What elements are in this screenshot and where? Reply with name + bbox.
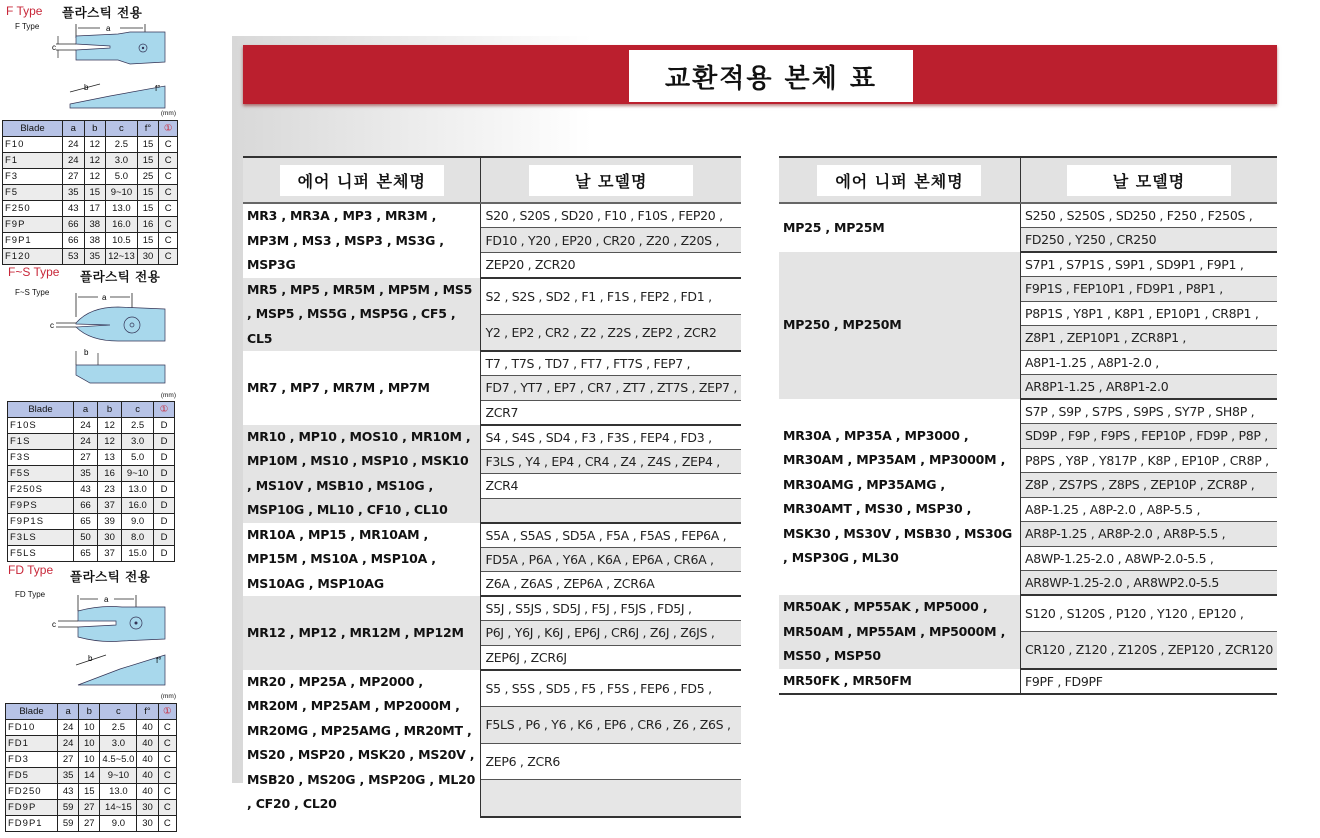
spec-row — [6, 784, 177, 800]
spec-value: 27 — [63, 169, 85, 185]
unit-label: (mm) — [160, 693, 176, 700]
blade-name: F9PS — [8, 498, 74, 514]
col-c: c — [106, 121, 138, 137]
blade-model-names: P8PS , Y8P , Y817P , K8P , EP10P , CR8P , — [1020, 448, 1277, 473]
spec-value: C — [159, 233, 178, 249]
spec-value: 30 — [137, 800, 158, 816]
col-c: c — [122, 402, 154, 418]
col-a: a — [74, 402, 98, 418]
header-body-name: 에어 니퍼 본체명 — [243, 157, 481, 203]
spec-value: 40 — [137, 784, 158, 800]
spec-row — [6, 720, 177, 736]
compat-row — [779, 669, 1277, 695]
spec-value: 15 — [137, 233, 159, 249]
blade-model-names: S5A , S5AS , SD5A , F5A , F5AS , FEP6A , — [481, 523, 741, 548]
spec-value: 12 — [98, 418, 122, 434]
type-title: F Type — [6, 4, 43, 18]
spec-value: 15 — [137, 201, 159, 217]
blade-name: FD250 — [6, 784, 58, 800]
diagram-label: FD Type — [15, 590, 46, 599]
spec-value: 24 — [58, 736, 79, 752]
body-model-names: MR20 , MP25A , MP2000 , MR20M , MP25AM , MP2000M , MR20MG , MP25AMG , MR20MT , MS20 , MSP20 , MSK20 , MS20V , MSB20 , MS20G , MSP20G , ML20 , CF20 , CL20 — [243, 670, 481, 817]
svg-text:a: a — [104, 595, 109, 604]
spec-section-f-type — [0, 4, 180, 266]
blade-model-names: S7P , S9P , S7PS , S9PS , SY7P , SH8P , — [1020, 399, 1277, 424]
col-b: b — [79, 704, 100, 720]
blade-name: FD3 — [6, 752, 58, 768]
spec-value: D — [154, 450, 175, 466]
col-b: b — [98, 402, 122, 418]
col-note: ① — [154, 402, 175, 418]
svg-text:f°: f° — [155, 84, 161, 93]
spec-value: 2.5 — [106, 137, 138, 153]
spec-row — [3, 137, 178, 153]
blade-name: F5LS — [8, 546, 74, 562]
spec-value: 8.0 — [122, 530, 154, 546]
spec-value: C — [159, 201, 178, 217]
spec-row — [8, 514, 175, 530]
spec-value: 14~15 — [100, 800, 137, 816]
spec-value: 10 — [79, 720, 100, 736]
col-f: f° — [137, 121, 159, 137]
spec-value: C — [158, 800, 176, 816]
blade-name: F10 — [3, 137, 63, 153]
spec-row — [8, 482, 175, 498]
diagram-label: F Type — [15, 22, 40, 31]
spec-value: 16 — [137, 217, 159, 233]
spec-value: 14 — [79, 768, 100, 784]
spec-value: 9~10 — [122, 466, 154, 482]
spec-value: 2.5 — [100, 720, 137, 736]
spec-value: 15 — [84, 185, 106, 201]
spec-value: C — [158, 736, 176, 752]
svg-text:f°: f° — [156, 656, 162, 665]
spec-table-fd — [5, 703, 177, 832]
spec-value: C — [159, 249, 178, 265]
spec-value: 27 — [58, 752, 79, 768]
spec-value: 66 — [63, 217, 85, 233]
compat-header-row — [243, 157, 741, 203]
spec-row — [6, 752, 177, 768]
spec-value: C — [158, 768, 176, 784]
spec-section-fs-type — [0, 265, 180, 565]
blade-name: F3LS — [8, 530, 74, 546]
spec-row — [8, 530, 175, 546]
compat-table-left — [243, 156, 741, 818]
body-model-names: MR10A , MP15 , MR10AM , MP15M , MS10A , MSP10A , MS10AG , MSP10AG — [243, 523, 481, 597]
spec-value: 9~10 — [106, 185, 138, 201]
spec-header-row — [3, 121, 178, 137]
blade-model-names — [481, 780, 741, 817]
blade-model-names: CR120 , Z120 , Z120S , ZEP120 , ZCR120 — [1020, 632, 1277, 669]
svg-text:a: a — [102, 293, 107, 302]
type-title: F~S Type — [8, 265, 60, 279]
spec-value: 50 — [74, 530, 98, 546]
spec-value: 15.0 — [122, 546, 154, 562]
spec-row — [6, 800, 177, 816]
spec-value: 10.5 — [106, 233, 138, 249]
blade-name: FD5 — [6, 768, 58, 784]
spec-value: 40 — [137, 752, 158, 768]
spec-row — [6, 736, 177, 752]
spec-value: 3.0 — [122, 434, 154, 450]
spec-section-fd-type — [0, 563, 180, 838]
compat-row — [779, 399, 1277, 424]
compat-row — [779, 203, 1277, 228]
spec-value: 35 — [84, 249, 106, 265]
body-model-names: MR7 , MP7 , MR7M , MP7M — [243, 351, 481, 425]
blade-model-names: T7 , T7S , TD7 , FT7 , FT7S , FEP7 , — [481, 351, 741, 376]
spec-value: 30 — [137, 816, 158, 832]
body-model-names: MP25 , MP25M — [779, 203, 1020, 252]
spec-value: 65 — [74, 514, 98, 530]
blade-model-names: S7P1 , S7P1S , S9P1 , SD9P1 , F9P1 , — [1020, 252, 1277, 277]
spec-row — [8, 546, 175, 562]
spec-row — [8, 434, 175, 450]
spec-row — [8, 498, 175, 514]
spec-row — [3, 201, 178, 217]
blade-model-names: P8P1S , Y8P1 , K8P1 , EP10P1 , CR8P1 , — [1020, 301, 1277, 326]
spec-value: 9~10 — [100, 768, 137, 784]
blade-model-names: FD7 , YT7 , EP7 , CR7 , ZT7 , ZT7S , ZEP7 , — [481, 376, 741, 401]
blade-name: F250S — [8, 482, 74, 498]
blade-model-names: F5LS , P6 , Y6 , K6 , EP6 , CR6 , Z6 , Z6S , — [481, 706, 741, 743]
spec-value: 17 — [84, 201, 106, 217]
blade-fd-diagram-icon — [40, 589, 170, 689]
spec-value: 53 — [63, 249, 85, 265]
spec-value: 12~13 — [106, 249, 138, 265]
blade-model-names: FD250 , Y250 , CR250 — [1020, 228, 1277, 253]
spec-value: 9.0 — [100, 816, 137, 832]
spec-value: 25 — [137, 169, 159, 185]
blade-name: F9P — [3, 217, 63, 233]
svg-text:b: b — [88, 654, 93, 663]
spec-value: 15 — [79, 784, 100, 800]
usage-label: 플라스틱 전용 — [62, 5, 143, 20]
blade-model-names: F3LS , Y4 , EP4 , CR4 , Z4 , Z4S , ZEP4 , — [481, 449, 741, 474]
spec-value: 23 — [98, 482, 122, 498]
spec-value: 65 — [74, 546, 98, 562]
spec-value: C — [158, 752, 176, 768]
spec-value: C — [158, 784, 176, 800]
compat-row — [243, 596, 741, 621]
blade-model-names: AR8P-1.25 , AR8P-2.0 , AR8P-5.5 , — [1020, 522, 1277, 547]
blade-model-names: ZEP20 , ZCR20 — [481, 253, 741, 278]
spec-value: D — [154, 514, 175, 530]
spec-value: 9.0 — [122, 514, 154, 530]
spec-value: 16 — [98, 466, 122, 482]
compat-row — [243, 670, 741, 707]
blade-model-names: F9PF , FD9PF — [1020, 669, 1277, 695]
spec-value: 13 — [98, 450, 122, 466]
blade-model-names: A8WP-1.25-2.0 , A8WP-2.0-5.5 , — [1020, 546, 1277, 571]
blade-model-names: S5J , S5JS , SD5J , F5J , F5JS , FD5J , — [481, 596, 741, 621]
spec-value: C — [158, 720, 176, 736]
blade-model-names: Y2 , EP2 , CR2 , Z2 , Z2S , ZEP2 , ZCR2 — [481, 314, 741, 351]
spec-value: 43 — [58, 784, 79, 800]
spec-value: 43 — [63, 201, 85, 217]
spec-value: 30 — [137, 249, 159, 265]
blade-name: F9P1 — [3, 233, 63, 249]
spec-value: 40 — [137, 736, 158, 752]
spec-value: C — [159, 137, 178, 153]
spec-value: 35 — [74, 466, 98, 482]
spec-value: 66 — [74, 498, 98, 514]
blade-name: FD9P — [6, 800, 58, 816]
svg-text:c: c — [52, 43, 56, 52]
col-b: b — [84, 121, 106, 137]
spec-value: 12 — [98, 434, 122, 450]
spec-value: 37 — [98, 498, 122, 514]
blade-model-names: Z8P1 , ZEP10P1 , ZCR8P1 , — [1020, 326, 1277, 351]
col-a: a — [63, 121, 85, 137]
col-blade: Blade — [3, 121, 63, 137]
spec-value: 40 — [137, 720, 158, 736]
blade-name: F1S — [8, 434, 74, 450]
col-note: ① — [159, 121, 178, 137]
header-blade-model: 날 모델명 — [1020, 157, 1277, 203]
spec-value: 59 — [58, 816, 79, 832]
spec-row — [3, 217, 178, 233]
blade-model-names: A8P-1.25 , A8P-2.0 , A8P-5.5 , — [1020, 497, 1277, 522]
blade-model-names: F9P1S , FEP10P1 , FD9P1 , P8P1 , — [1020, 277, 1277, 302]
col-a: a — [58, 704, 79, 720]
compat-row — [243, 278, 741, 315]
spec-row — [6, 768, 177, 784]
blade-name: F3 — [3, 169, 63, 185]
page-title: 교환적용 본체 표 — [629, 50, 913, 102]
spec-value: 27 — [74, 450, 98, 466]
blade-model-names: S250 , S250S , SD250 , F250 , F250S , — [1020, 203, 1277, 228]
spec-value: 24 — [63, 153, 85, 169]
spec-row — [3, 233, 178, 249]
spec-row — [8, 450, 175, 466]
blade-model-names: S5 , S5S , SD5 , F5 , F5S , FEP6 , FD5 , — [481, 670, 741, 707]
header-body-name: 에어 니퍼 본체명 — [779, 157, 1020, 203]
blade-name: F250 — [3, 201, 63, 217]
compat-row — [243, 425, 741, 450]
spec-value: D — [154, 482, 175, 498]
spec-value: 13.0 — [100, 784, 137, 800]
blade-name: FD10 — [6, 720, 58, 736]
compat-row — [243, 203, 741, 228]
spec-value: D — [154, 546, 175, 562]
spec-value: D — [154, 418, 175, 434]
spec-row — [3, 249, 178, 265]
spec-value: D — [154, 434, 175, 450]
blade-name: F9P1S — [8, 514, 74, 530]
blade-model-names: Z6A , Z6AS , ZEP6A , ZCR6A — [481, 572, 741, 597]
spec-value: C — [159, 185, 178, 201]
spec-value: 3.0 — [100, 736, 137, 752]
usage-label: 플라스틱 전용 — [70, 569, 151, 584]
blade-model-names: FD5A , P6A , Y6A , K6A , EP6A , CR6A , — [481, 547, 741, 572]
spec-value: 40 — [137, 768, 158, 784]
blade-name: F10S — [8, 418, 74, 434]
compat-row — [779, 595, 1277, 632]
diagram-label: F~S Type — [15, 288, 50, 297]
spec-value: 30 — [98, 530, 122, 546]
type-title: FD Type — [8, 563, 54, 577]
spec-value: 35 — [63, 185, 85, 201]
spec-table-fs — [7, 401, 175, 562]
spec-value: 24 — [58, 720, 79, 736]
svg-text:c: c — [50, 321, 54, 330]
unit-label: (mm) — [160, 392, 176, 399]
body-model-names: MR10 , MP10 , MOS10 , MR10M , MP10M , MS10 , MSP10 , MSK10 , MS10V , MSB10 , MS10G , MSP10G , ML10 , CF10 , CL10 — [243, 425, 481, 523]
blade-model-names: ZCR4 — [481, 474, 741, 499]
body-model-names: MR30A , MP35A , MP3000 , MR30AM , MP35AM , MP3000M , MR30AMG , MP35AMG , MR30AMT , MS30 , MSP30 , MSK30 , MS30V , MSB30 , MS30G , MSP30G , ML30 — [779, 399, 1020, 595]
spec-value: 12 — [84, 137, 106, 153]
blade-name: F120 — [3, 249, 63, 265]
col-f: f° — [137, 704, 158, 720]
col-note: ① — [158, 704, 176, 720]
spec-value: 24 — [74, 418, 98, 434]
spec-value: 35 — [58, 768, 79, 784]
spec-value: 66 — [63, 233, 85, 249]
blade-fs-diagram-icon — [40, 287, 170, 387]
spec-value: 5.0 — [122, 450, 154, 466]
spec-header-row — [6, 704, 177, 720]
body-model-names: MP250 , MP250M — [779, 252, 1020, 399]
spec-table-f — [2, 120, 178, 265]
spec-value: D — [154, 498, 175, 514]
spec-value: 16.0 — [106, 217, 138, 233]
spec-row — [3, 169, 178, 185]
blade-model-names — [481, 498, 741, 523]
svg-text:b: b — [84, 348, 89, 357]
body-model-names: MR50AK , MP55AK , MP5000 , MR50AM , MP55AM , MP5000M , MS50 , MSP50 — [779, 595, 1020, 669]
col-blade: Blade — [6, 704, 58, 720]
compat-row — [243, 523, 741, 548]
spec-header-row — [8, 402, 175, 418]
blade-model-names: S20 , S20S , SD20 , F10 , F10S , FEP20 , — [481, 203, 741, 228]
blade-f-diagram-icon — [40, 16, 170, 116]
spec-value: 43 — [74, 482, 98, 498]
blade-name: F5S — [8, 466, 74, 482]
svg-text:c: c — [52, 620, 56, 629]
spec-value: C — [159, 169, 178, 185]
blade-model-names: FD10 , Y20 , EP20 , CR20 , Z20 , Z20S , — [481, 228, 741, 253]
blade-model-names: AR8WP-1.25-2.0 , AR8WP2.0-5.5 — [1020, 571, 1277, 596]
spec-value: 15 — [137, 153, 159, 169]
spec-value: 27 — [79, 800, 100, 816]
compat-table-right — [779, 156, 1277, 695]
blade-model-names: S4 , S4S , SD4 , F3 , F3S , FEP4 , FD3 , — [481, 425, 741, 450]
spec-value: 12 — [84, 169, 106, 185]
spec-value: 10 — [79, 752, 100, 768]
spec-value: 39 — [98, 514, 122, 530]
spec-row — [8, 418, 175, 434]
spec-value: 24 — [63, 137, 85, 153]
spec-value: 38 — [84, 217, 106, 233]
body-model-names: MR12 , MP12 , MR12M , MP12M — [243, 596, 481, 670]
compat-row — [243, 351, 741, 376]
spec-value: 12 — [84, 153, 106, 169]
spec-row — [8, 466, 175, 482]
spec-value: 15 — [137, 185, 159, 201]
col-blade: Blade — [8, 402, 74, 418]
spec-value: 13.0 — [106, 201, 138, 217]
spec-value: 13.0 — [122, 482, 154, 498]
blade-model-names: ZEP6 , ZCR6 — [481, 743, 741, 780]
blade-name: F3S — [8, 450, 74, 466]
spec-value: C — [159, 217, 178, 233]
spec-row — [6, 816, 177, 832]
blade-model-names: SD9P , F9P , F9PS , FEP10P , FD9P , P8P , — [1020, 424, 1277, 449]
spec-value: 3.0 — [106, 153, 138, 169]
spec-value: 24 — [74, 434, 98, 450]
spec-value: 10 — [79, 736, 100, 752]
unit-label: (mm) — [160, 110, 176, 117]
body-model-names: MR5 , MP5 , MR5M , MP5M , MS5 , MSP5 , MS5G , MSP5G , CF5 , CL5 — [243, 278, 481, 352]
col-c: c — [100, 704, 137, 720]
spec-value: C — [159, 153, 178, 169]
spec-value: 15 — [137, 137, 159, 153]
spec-value: D — [154, 466, 175, 482]
body-model-names: MR50FK , MR50FM — [779, 669, 1020, 695]
spec-value: D — [154, 530, 175, 546]
blade-model-names: Z8P , ZS7PS , Z8PS , ZEP10P , ZCR8P , — [1020, 473, 1277, 498]
spec-value: 4.5~5.0 — [100, 752, 137, 768]
spec-row — [3, 185, 178, 201]
header-blade-model: 날 모델명 — [481, 157, 741, 203]
compat-header-row — [779, 157, 1277, 203]
spec-value: 37 — [98, 546, 122, 562]
spec-row — [3, 153, 178, 169]
spec-value: 16.0 — [122, 498, 154, 514]
body-model-names: MR3 , MR3A , MP3 , MR3M , MP3M , MS3 , MSP3 , MS3G , MSP3G — [243, 203, 481, 278]
blade-name: F1 — [3, 153, 63, 169]
spec-value: C — [158, 816, 176, 832]
blade-model-names: S2 , S2S , SD2 , F1 , F1S , FEP2 , FD1 , — [481, 278, 741, 315]
spec-value: 59 — [58, 800, 79, 816]
spec-value: 2.5 — [122, 418, 154, 434]
svg-text:b: b — [84, 83, 89, 92]
spec-value: 38 — [84, 233, 106, 249]
blade-name: FD1 — [6, 736, 58, 752]
spec-value: 27 — [79, 816, 100, 832]
spec-value: 5.0 — [106, 169, 138, 185]
compat-row — [779, 252, 1277, 277]
blade-model-names: ZEP6J , ZCR6J — [481, 645, 741, 670]
svg-text:a: a — [106, 24, 111, 33]
blade-model-names: P6J , Y6J , K6J , EP6J , CR6J , Z6J , Z6JS , — [481, 621, 741, 646]
blade-model-names: ZCR7 — [481, 400, 741, 425]
blade-model-names: S120 , S120S , P120 , Y120 , EP120 , — [1020, 595, 1277, 632]
blade-model-names: AR8P1-1.25 , AR8P1-2.0 — [1020, 375, 1277, 400]
blade-name: F5 — [3, 185, 63, 201]
blade-name: FD9P1 — [6, 816, 58, 832]
blade-model-names: A8P1-1.25 , A8P1-2.0 , — [1020, 350, 1277, 375]
usage-label: 플라스틱 전용 — [80, 269, 161, 284]
